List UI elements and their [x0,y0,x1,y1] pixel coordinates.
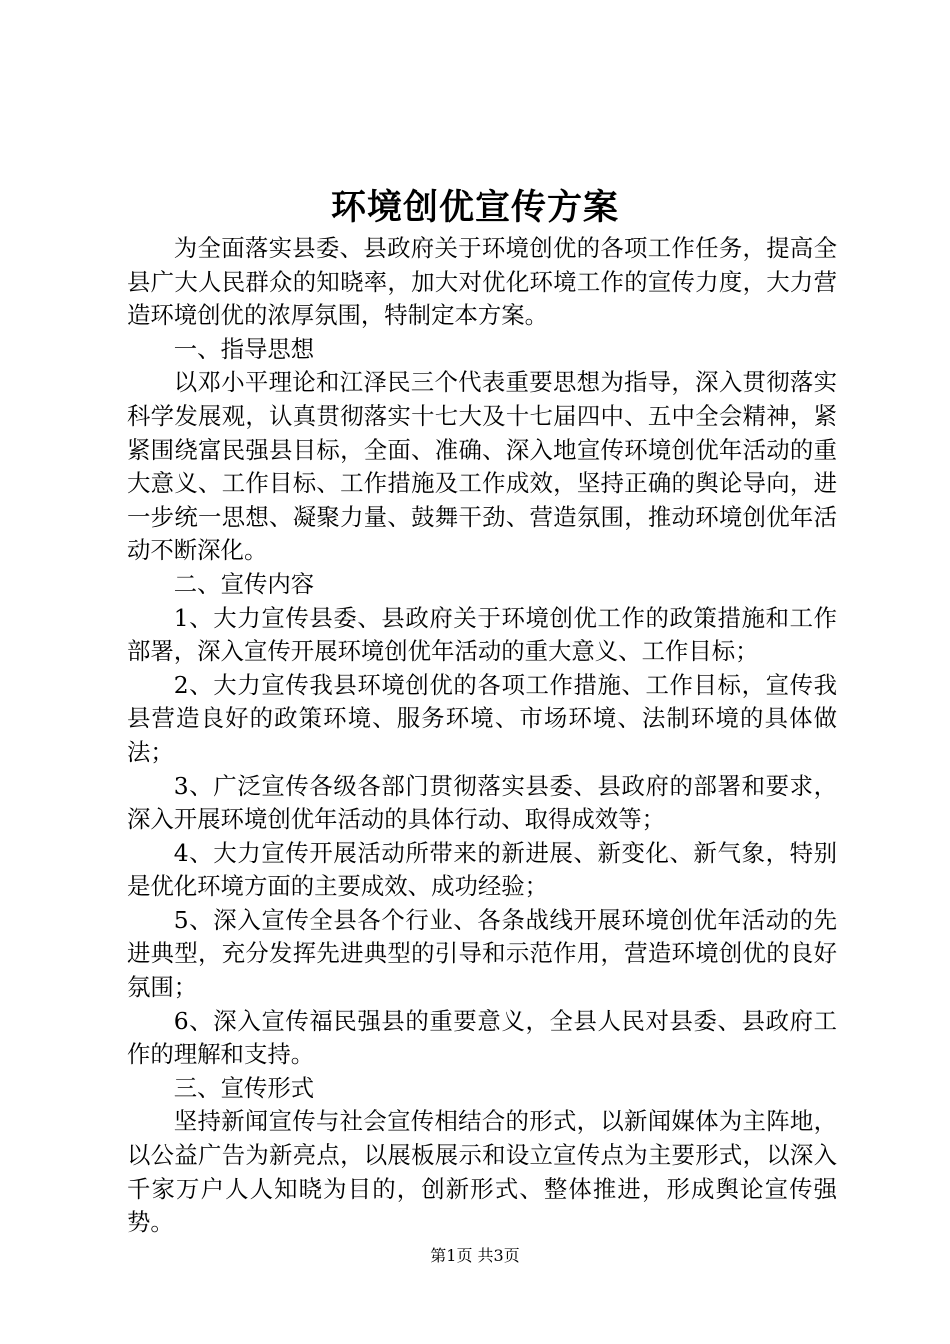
content-item-5: 5、深入宣传全县各个行业、各条战线开展环境创优年活动的先进典型，充分发挥先进典型的引导和示范作用，营造环境创优的良好氛围； [127,905,837,1002]
intro-paragraph: 为全面落实县委、县政府关于环境创优的各项工作任务，提高全县广大人民群众的知晓率，加大对优化环境工作的宣传力度，大力营造环境创优的浓厚氛围，特制定本方案。 [127,234,837,330]
content-item-3: 3、广泛宣传各级各部门贯彻落实县委、县政府的部署和要求，深入开展环境创优年活动的具体行动、取得成效等； [127,771,837,834]
section-heading-publicity-content: 二、宣传内容 [173,569,315,598]
publicity-form-paragraph: 坚持新闻宣传与社会宣传相结合的形式，以新闻媒体为主阵地，以公益广告为新亮点，以展板展示和设立宣传点为主要形式，以深入千家万户人人知晓为目的，创新形式、整体推进，形成舆论宣传强势。 [127,1107,837,1237]
page-number-footer: 第1页 共3页 [430,1246,520,1265]
content-item-6: 6、深入宣传福民强县的重要意义，全县人民对县委、县政府工作的理解和支持。 [127,1006,837,1069]
section-heading-guiding-ideology: 一、指导思想 [173,334,315,363]
section-heading-publicity-form: 三、宣传形式 [173,1073,315,1102]
guiding-ideology-paragraph: 以邓小平理论和江泽民三个代表重要思想为指导，深入贯彻落实科学发展观，认真贯彻落实十七大及十七届四中、五中全会精神，紧紧围绕富民强县目标，全面、准确、深入地宣传环境创优年活动的重大意义、工作目标、工作措施及工作成效，坚持正确的舆论导向，进一步统一思想、凝聚力量、鼓舞干劲、营造氛围，推动环境创优年活动不断深化。 [127,368,837,565]
content-item-4: 4、大力宣传开展活动所带来的新进展、新变化、新气象，特别是优化环境方面的主要成效、成功经验； [127,838,837,901]
content-item-2: 2、大力宣传我县环境创优的各项工作措施、工作目标，宣传我县营造良好的政策环境、服务环境、市场环境、法制环境的具体做法； [127,670,837,766]
document-title: 环境创优宣传方案 [330,187,619,228]
document-body [127,232,837,1240]
content-item-1: 1、大力宣传县委、县政府关于环境创优工作的政策措施和工作部署，深入宣传开展环境创优年活动的重大意义、工作目标； [127,603,837,666]
